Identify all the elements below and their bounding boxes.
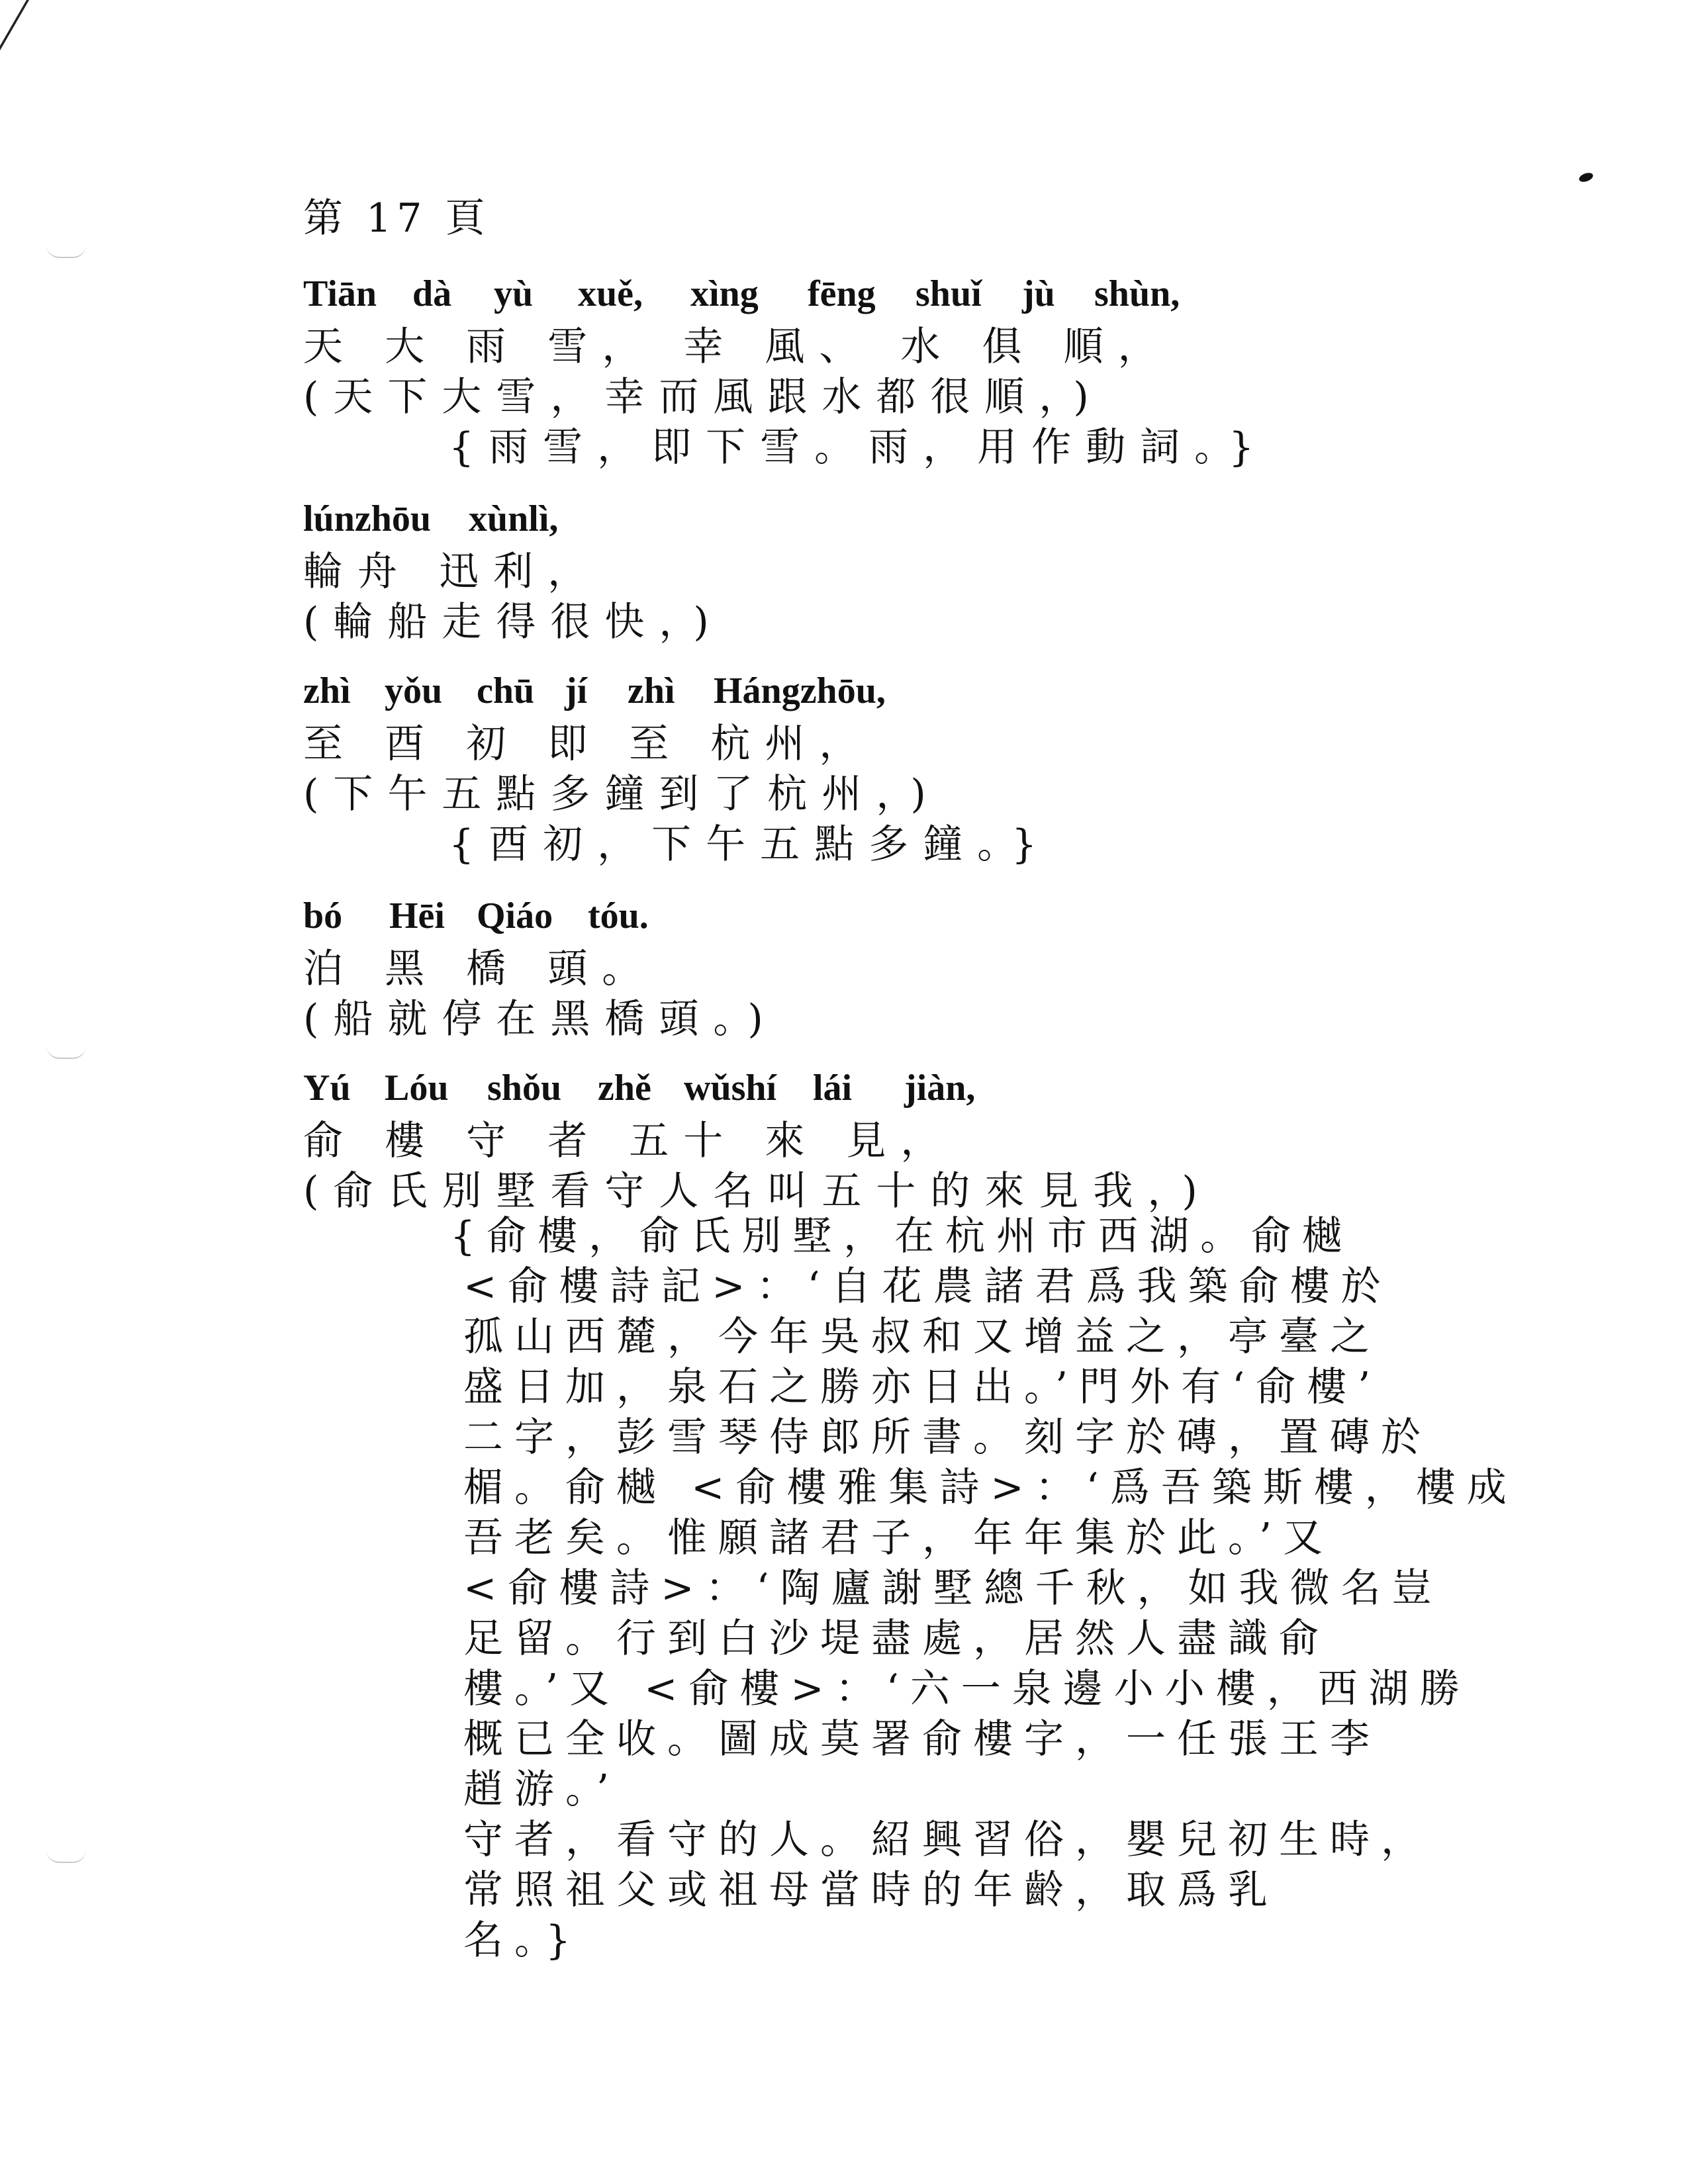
pinyin-word: Qiáo — [477, 895, 553, 936]
verse-section-5 — [303, 1052, 1561, 1216]
note-line: 盛日加，泉石之勝亦日出。’門外有‘俞樓’ — [463, 1364, 1382, 1410]
pinyin-word: zhě — [598, 1068, 651, 1109]
pinyin-word: Hēi — [389, 895, 445, 936]
note-line: <俞樓詩>：‘陶廬謝墅總千秋，如我微名豈 — [463, 1565, 1443, 1612]
translation-text: (俞氏別墅看守人名叫五十的來見我，) — [303, 1168, 1212, 1214]
pinyin-word: dà — [412, 273, 452, 314]
annotation-note: {雨雪，即下雪。雨，用作動詞。} — [449, 424, 1269, 471]
note-line: 常照祖父或祖母當時的年齡，取爲乳 — [463, 1867, 1279, 1913]
pinyin-line — [303, 880, 1561, 941]
pinyin-word: chū — [477, 670, 535, 711]
pinyin-line — [303, 258, 1561, 319]
pinyin-word: lái — [813, 1068, 853, 1109]
verse-section-1 — [303, 258, 1561, 473]
pinyin-word: fēng — [808, 273, 876, 314]
verse-section-3 — [303, 655, 1561, 870]
pinyin-word: Hángzhōu, — [714, 670, 886, 711]
translation-text: (船就停在黑橋頭。) — [303, 996, 778, 1042]
note-line: 名。} — [463, 1917, 583, 1964]
pinyin-word: tóu. — [588, 895, 649, 936]
note-line: 孤山西麓，今年吳叔和又增益之，亭臺之 — [463, 1314, 1381, 1360]
pinyin-word: Yú — [303, 1068, 351, 1109]
pinyin-word: bó — [303, 895, 343, 936]
long-annotation — [450, 1211, 1518, 1966]
translation-text: (輪船走得很快，) — [303, 599, 724, 645]
pinyin-word: zhì — [628, 670, 675, 711]
pinyin-line — [303, 483, 1561, 544]
pinyin-word: yù — [494, 273, 534, 314]
verse-section-2 — [303, 483, 1561, 647]
pinyin-word: jí — [565, 670, 588, 711]
pinyin-word: jiàn, — [904, 1068, 976, 1109]
scan-speck — [1578, 171, 1595, 184]
note-line: <俞樓詩記>：‘自花農諸君爲我築俞樓於 — [463, 1263, 1392, 1310]
pinyin-word: jù — [1022, 273, 1055, 314]
chinese-text: 天 大 雨 雪， 幸 風、 水 俱 順， — [303, 324, 1172, 370]
translation-text: (下午五點多鐘到了杭州，) — [303, 771, 941, 817]
scan-corner-mark — [0, 0, 29, 60]
pinyin-word: shǒu — [487, 1068, 562, 1109]
pinyin-word: lúnzhōu — [303, 498, 431, 539]
pinyin-line — [303, 1052, 1561, 1113]
pinyin-word: xìng — [690, 273, 759, 314]
pinyin-word: Lóu — [385, 1068, 449, 1109]
chinese-text: 輪舟 迅利， — [303, 549, 602, 595]
chinese-text: 至 酉 初 即 至 杭州， — [303, 721, 874, 767]
note-line: {俞樓，俞氏別墅，在杭州市西湖。俞樾 — [450, 1213, 1354, 1259]
note-line: 概已全收。圖成莫署俞樓字，一任張王李 — [463, 1716, 1381, 1762]
translation-text: (天下大雪，幸而風跟水都很順，) — [303, 374, 1103, 420]
note-line: 楣。俞樾 <俞樓雅集詩>：‘爲吾築斯樓，樓成 — [463, 1465, 1518, 1511]
chinese-text: 俞 樓 守 者 五十 來 見， — [303, 1118, 955, 1164]
hole-punch-shadow — [46, 1046, 86, 1059]
pinyin-word: xùnlì, — [469, 498, 559, 539]
note-line: 二字，彭雪琴侍郎所書。刻字於磚，置磚於 — [463, 1414, 1432, 1461]
note-line: 樓。’又 <俞樓>：‘六一泉邊小小樓，西湖勝 — [463, 1666, 1471, 1712]
pinyin-word: xuě, — [578, 273, 643, 314]
page-number: 第 17 頁 — [303, 195, 491, 242]
pinyin-word: wǔshí — [684, 1068, 777, 1109]
verse-section-4 — [303, 880, 1561, 1044]
hole-punch-shadow — [46, 245, 86, 258]
note-line: 足留。行到白沙堤盡處，居然人盡識俞 — [463, 1615, 1330, 1662]
pinyin-word: shuǐ — [915, 273, 982, 314]
chinese-text: 泊 黑 橋 頭。 — [303, 946, 657, 992]
note-line: 守者，看守的人。紹興習俗，嬰兒初生時， — [463, 1817, 1432, 1863]
pinyin-word: shùn, — [1094, 273, 1180, 314]
note-line: 吾老矣。惟願諸君子，年年集於此。’又 — [463, 1515, 1335, 1561]
annotation-note: {酉初，下午五點多鐘。} — [449, 821, 1052, 868]
pinyin-word: Tiān — [303, 273, 377, 314]
hole-punch-shadow — [46, 1850, 86, 1863]
pinyin-word: yǒu — [385, 670, 443, 711]
note-line: 趙游。’ — [463, 1766, 621, 1813]
pinyin-line — [303, 655, 1561, 716]
pinyin-word: zhì — [303, 670, 351, 711]
